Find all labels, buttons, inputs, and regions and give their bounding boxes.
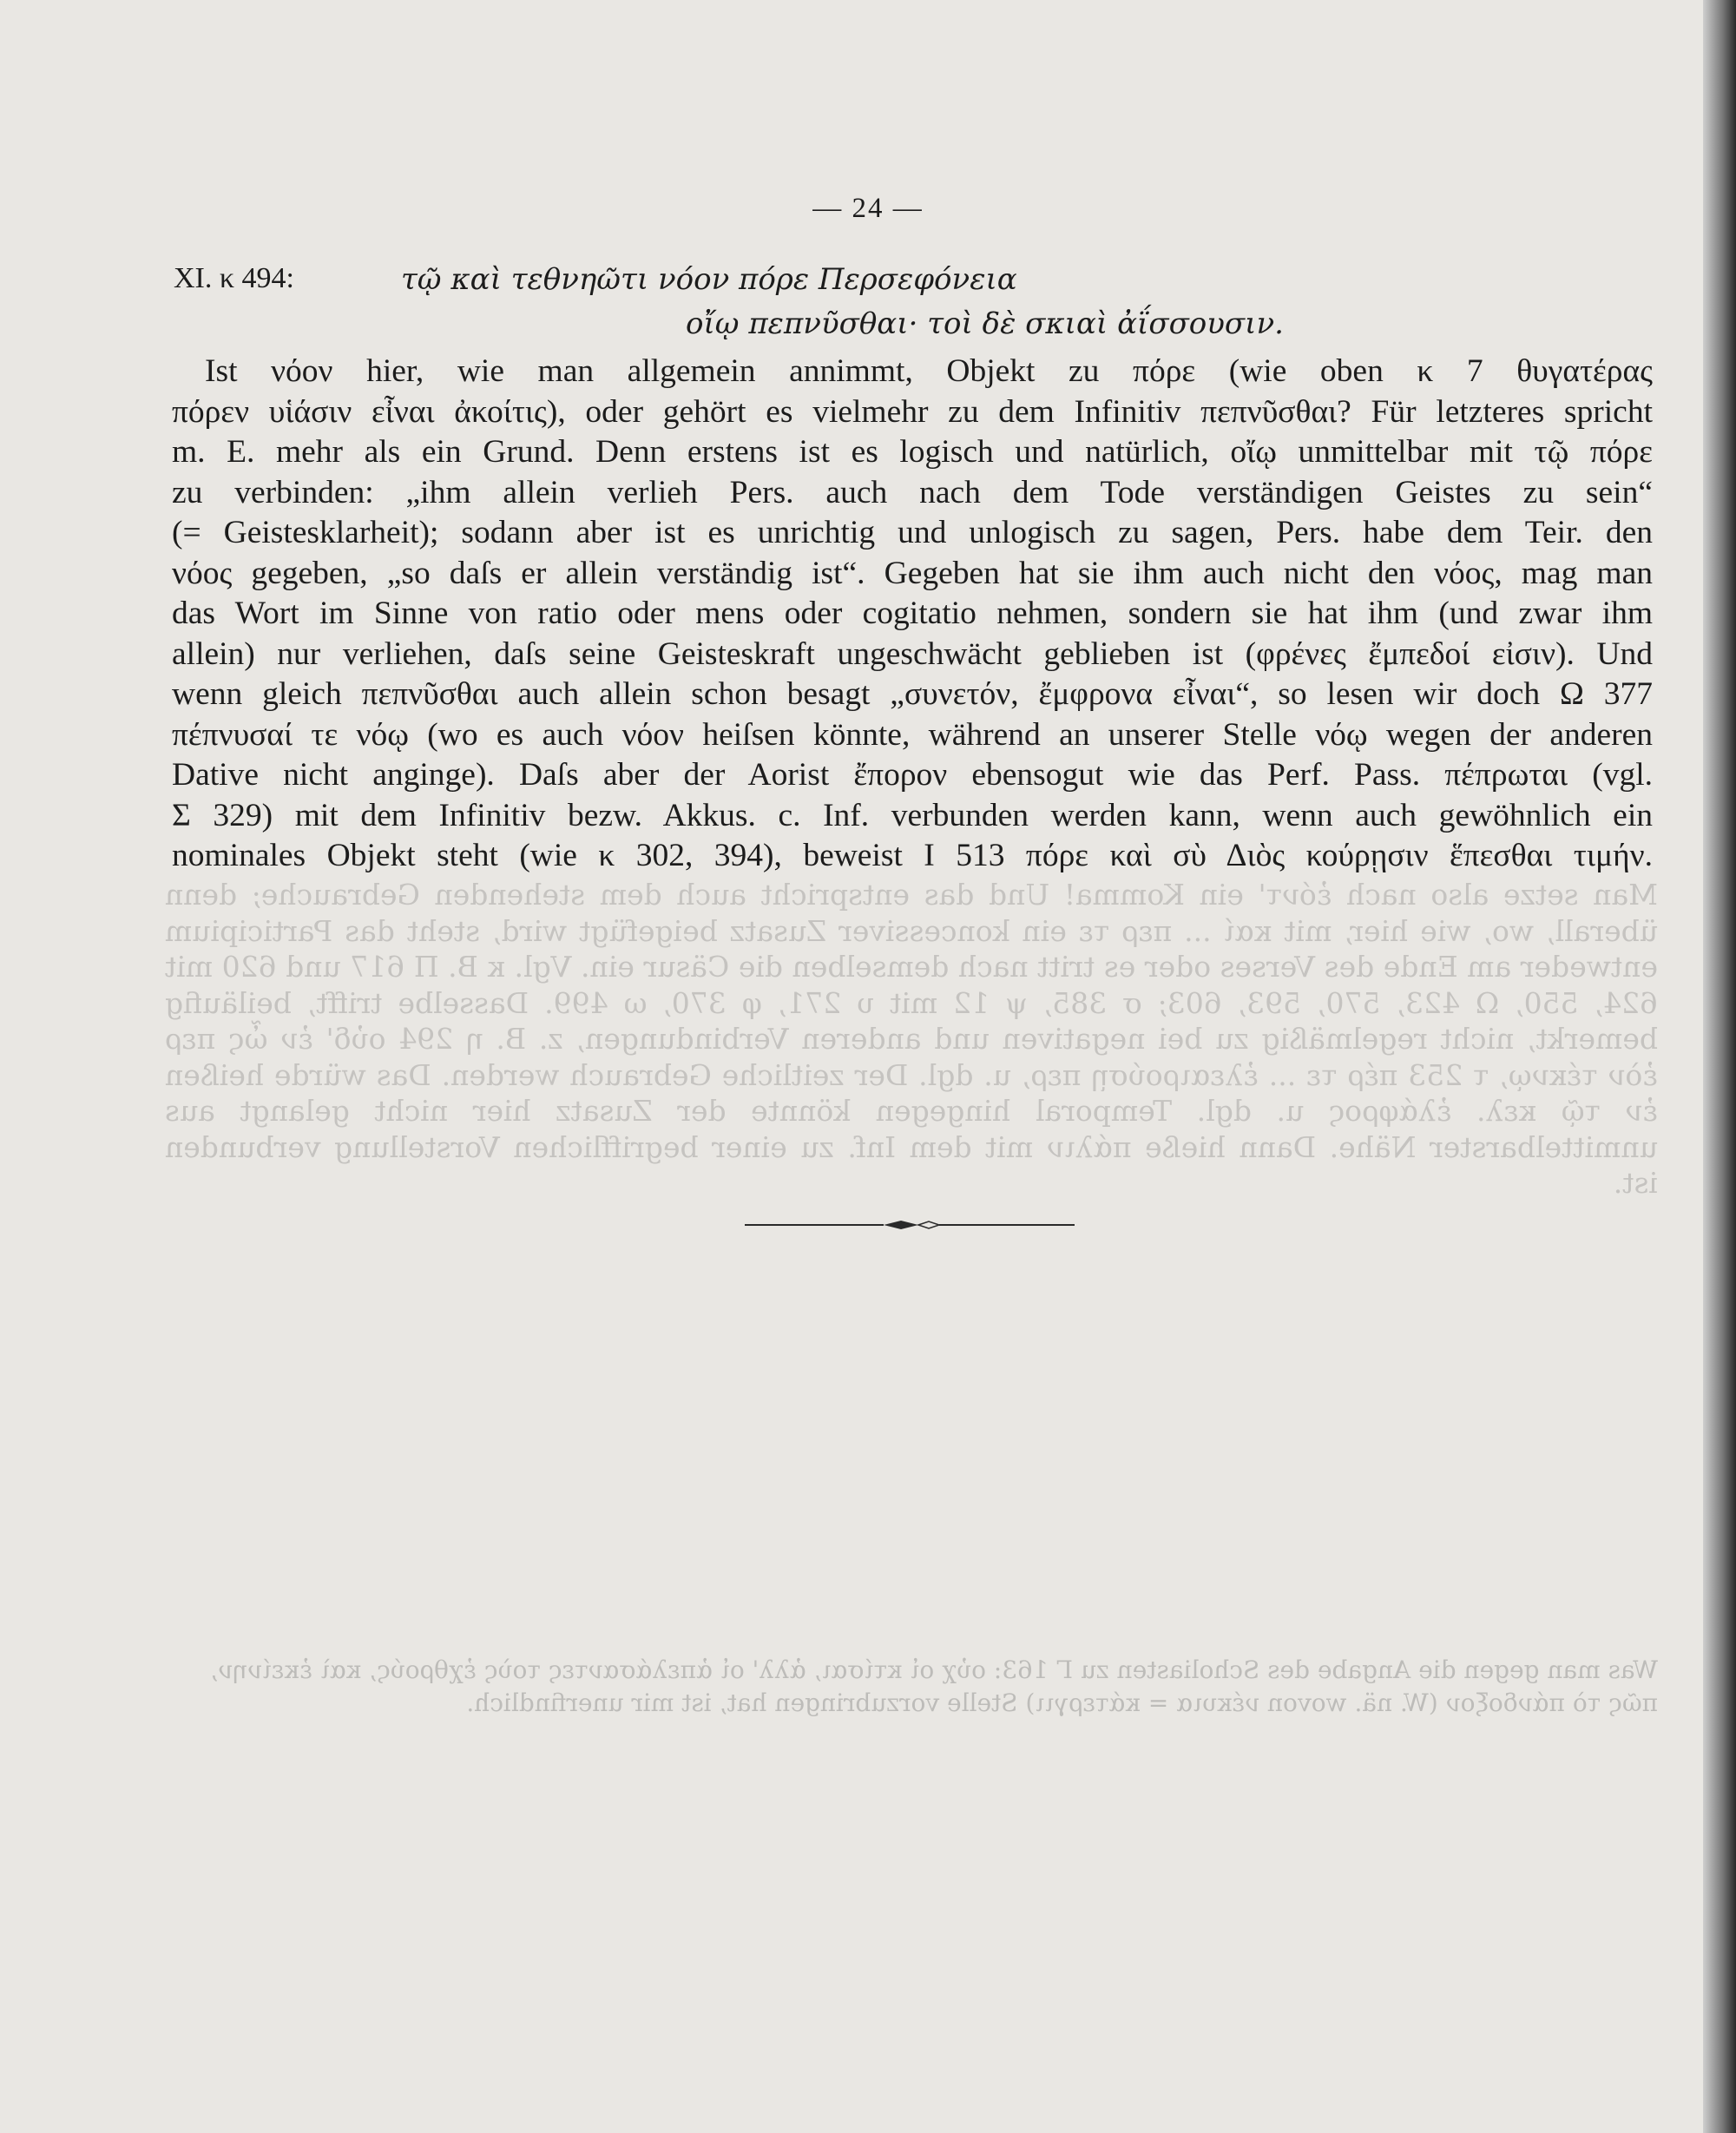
paragraph-line: das Wort im Sinne von ratio oder mens oder cogitatio nehmen, sondern sie hat ihm (und zwar ihm: [172, 596, 1653, 631]
paragraph-line: (= Geistesklarheit); sodann aber ist es unrichtig und unlogisch zu sagen, Pers. habe dem Teir. den: [172, 515, 1653, 550]
paragraph-line: Dative nicht anginge). Daſs aber der Aorist ἔπορον ebensogut wie das Perf. Pass. πέπρωται (vgl.: [172, 757, 1653, 793]
section-label: XI. κ 494:: [174, 262, 294, 294]
paragraph-line: πόρεν υἱάσιν εἶναι ἀκοίτις), oder gehört es vielmehr zu dem Infinitiv πεπνῦσθαι? Für letzteres spricht: [172, 393, 1653, 430]
paragraph-line: Ist νόον hier, wie man allgemein annimmt, Objekt zu πόρε (wie oben κ 7 θυγατέρας: [205, 353, 1653, 389]
paragraph-line: zu verbinden: „ihm allein verlieh Pers. auch nach dem Tode verständigen Geistes zu sein“: [172, 474, 1653, 510]
quoted-verse-line-1: τῷ καὶ τεθνηῶτι νόον πόρε Περσεφόνεια: [401, 262, 1017, 297]
paragraph-line: πέπνυσαί τε νόῳ (wo es auch νόον heiſsen könnte, während an unserer Stelle νόῳ wegen der anderen: [172, 716, 1653, 753]
paragraph-line: nominales Objekt steht (wie κ 302, 394), beweist Ι 513 πόρε καὶ σὺ Διὸς κούρῃσιν ἕπεσθαι τιμήν.: [172, 838, 1653, 873]
paragraph-line: m. E. mehr als ein Grund. Denn erstens ist es logisch und natürlich, οἴῳ unmittelbar mit τῷ πόρε: [172, 434, 1653, 470]
reverse-footnote-bleed-through: Was man gegen die Angabe des Scholiasten zu Γ 163: οὐχ οἱ κτίσαι, ἀλλ' οἱ ἀπελάσαντες τοὺς ἐχθρούς, καὶ ἐκείνην, πῶς τὸ πάνδοξον (W. nä. wovon νέκυια = κάτεργιι) Stelle vorzubringen hat, ist mir unerfindlich.: [210, 1656, 1658, 1717]
paragraph-line: νόος gegeben, „so daſs er allein verständig ist“. Gegeben hat sie ihm auch nicht den νόος, mag man: [172, 555, 1653, 591]
paragraph-line: wenn gleich πεπνῦσθαι auch allein schon besagt „συνετόν, ἔμφρονα εἶναι“, so lesen wir doch Ω 377: [172, 676, 1653, 712]
section-divider-ornament: [745, 1216, 1075, 1234]
paragraph-line: Σ 329) mit dem Infinitiv bezw. Akkus. c. Inf. verbunden werden kann, wenn auch gewöhnlich ein: [172, 797, 1653, 833]
quoted-verse-line-2: οἴῳ πεπνῦσθαι· τοὶ δὲ σκιαὶ ἀΐσσουσιν.: [686, 306, 1284, 341]
page-edge-shadow: [1703, 0, 1736, 2133]
page-number: — 24 —: [812, 193, 924, 224]
reverse-side-bleed-through: Man setze also nach ἐόντ' ein Komma! Und das entspricht auch dem stehenden Gebrauche; denn überall, wo, wie hier, mit καί ... περ τε ein koncessiver Zusatz beigefügt wird, steht das Participium entweder am Ende des Verses oder es tritt nach demselben die Cäsur ein. Vgl. κ B. Π 617 und 620 mit 624, 550, Ω 423, 570, 593, 603; σ 385, ψ 12 mit υ 271, φ 370, ω 499. Dasselbe trifft, beiläufig bemerkt, nicht regelmäßig zu bei negativen und anderen Verbindungen, z. B. η 294 οὐδ' ἐν ὧς περ ἐὸν τέκνῳ, τ 253 πέρ τε ... ἐλεαιρούσῃ περ, u. dgl. Der zeitliche Gebrauch werden. Das würde heißen ἐν τῷ κελ. ἐλάφρος u. dgl. Temporal hingegen könnte der Zusatz hier nicht gelangt aus unmittelbarster Nähe. Dann hieße πάλιν mit dem Inf. zu einer begrifflichen Vorstellung verbunden ist.: [165, 878, 1658, 1200]
commentary-paragraph: [172, 352, 1653, 877]
paragraph-line: allein) nur verliehen, daſs seine Geisteskraft ungeschwächt geblieben ist (φρένες ἔμπεδοί εἰσιν). Und: [172, 635, 1653, 672]
